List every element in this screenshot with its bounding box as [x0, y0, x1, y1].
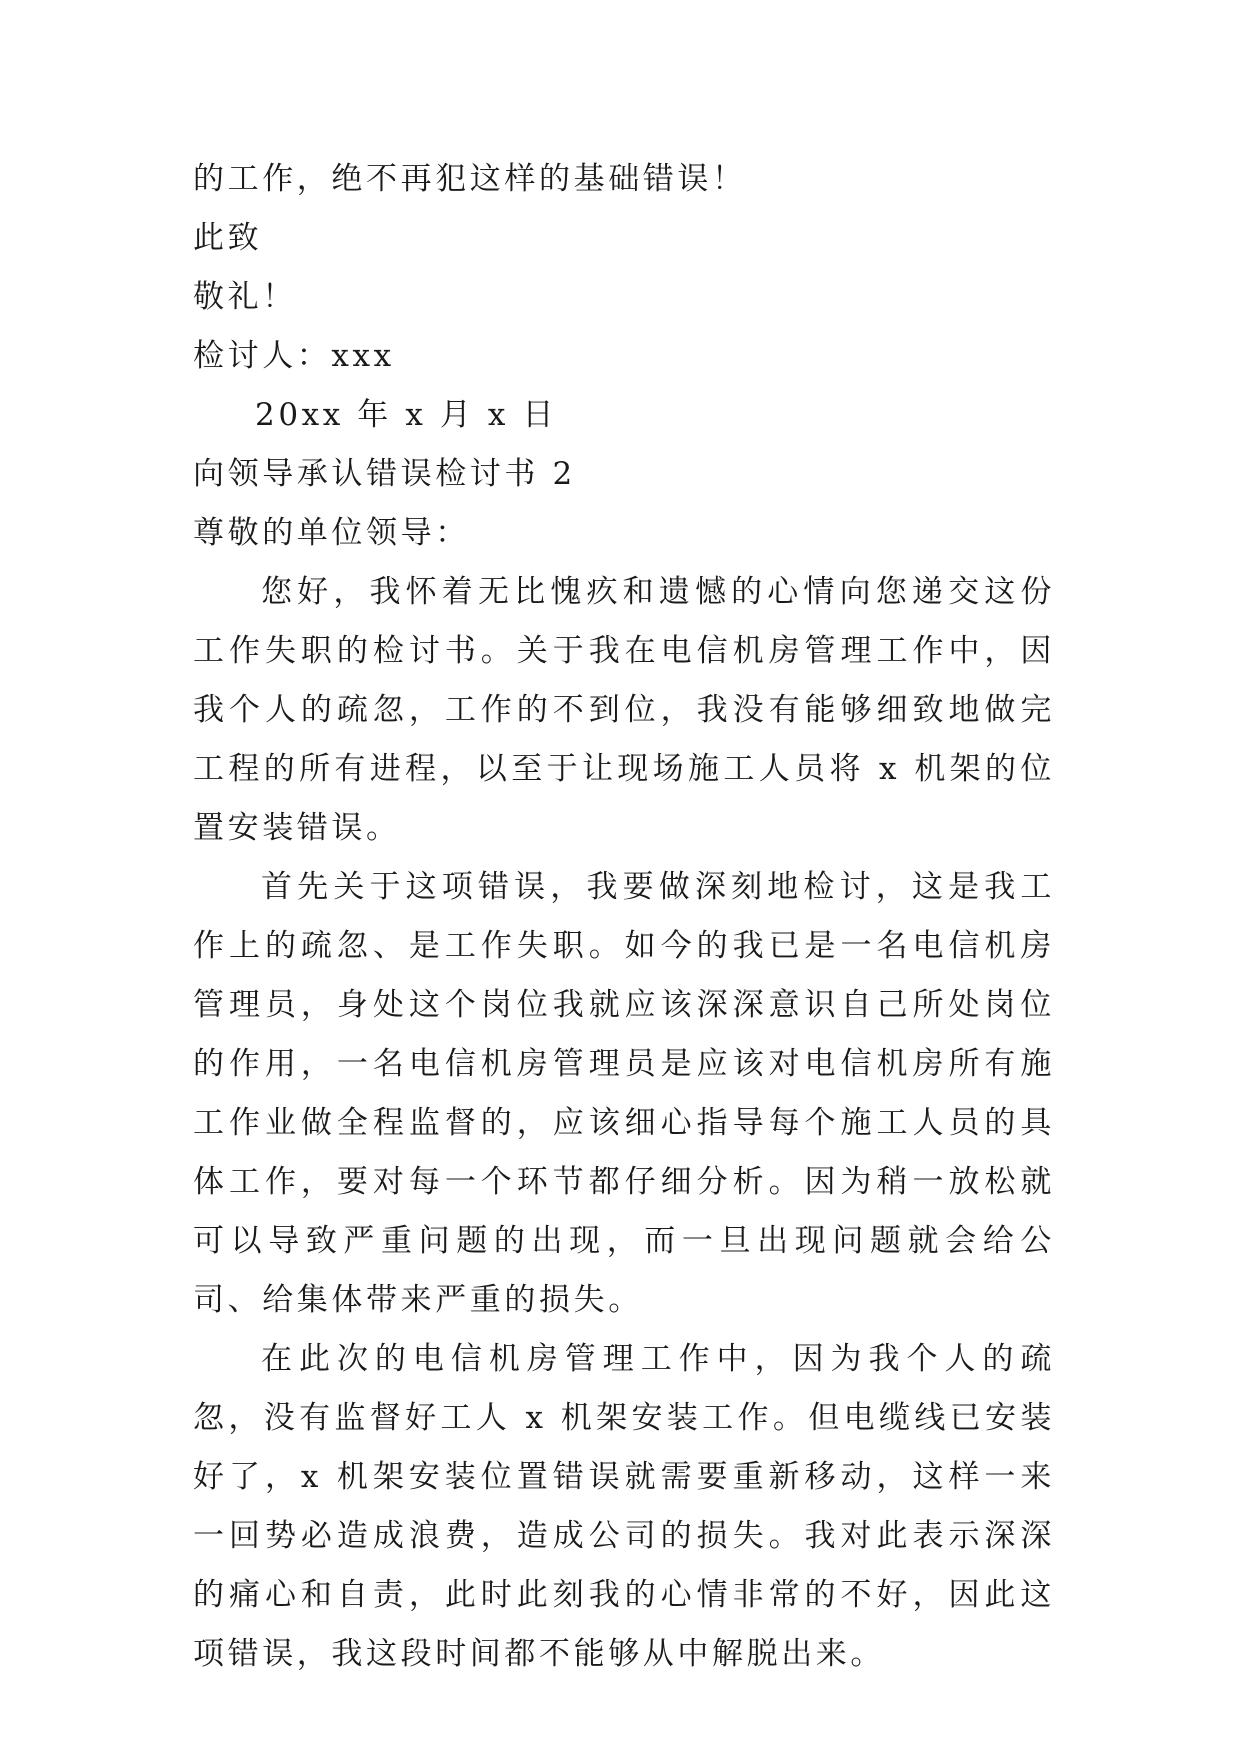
paragraph: 您好，我怀着无比愧疚和遗憾的心情向您递交这份工作失职的检讨书。关于我在电信机房管理工作中，因我个人的疏忽，工作的不到位，我没有能够细致地做完工程的所有进程，以至于让现场施工人员将 x 机架的位置安装错误。	[193, 574, 1055, 846]
paragraph: 首先关于这项错误，我要做深刻地检讨，这是我工作上的疏忽、是工作失职。如今的我已是一名电信机房管理员，身处这个岗位我就应该深深意识自己所处岗位的作用，一名电信机房管理员是应该对电信机房所有施工作业做全程监督的，应该细心指导每个施工人员的具体工作，要对每一个环节都仔细分析。因为稍一放松就可以导致严重问题的出现，而一旦出现问题就会给公司、给集体带来严重的损失。	[193, 869, 1055, 1318]
closing-line: 的工作，绝不再犯这样的基础错误！	[193, 161, 747, 197]
salutation-close-1: 此致	[193, 220, 263, 256]
paragraph: 在此次的电信机房管理工作中，因为我个人的疏忽，没有监督好工人 x 机架安装工作。但电缆线已安装好了，x 机架安装位置错误就需要重新移动，这样一来一回势必造成浪费，造成公司的损失。我对此表示深深的痛心和自责，此时此刻我的心情非常的不好，因此这项错误，我这段时间都不能够从中解脱出来。	[193, 1341, 1055, 1672]
date: 20xx 年 x 月 x 日	[255, 397, 558, 433]
salutation-close-2: 敬礼！	[193, 279, 297, 315]
signer: 检讨人：xxx	[193, 338, 395, 374]
greeting: 尊敬的单位领导：	[193, 515, 470, 551]
document-body	[193, 150, 1055, 1684]
section-title: 向领导承认错误检讨书 2	[193, 456, 576, 492]
